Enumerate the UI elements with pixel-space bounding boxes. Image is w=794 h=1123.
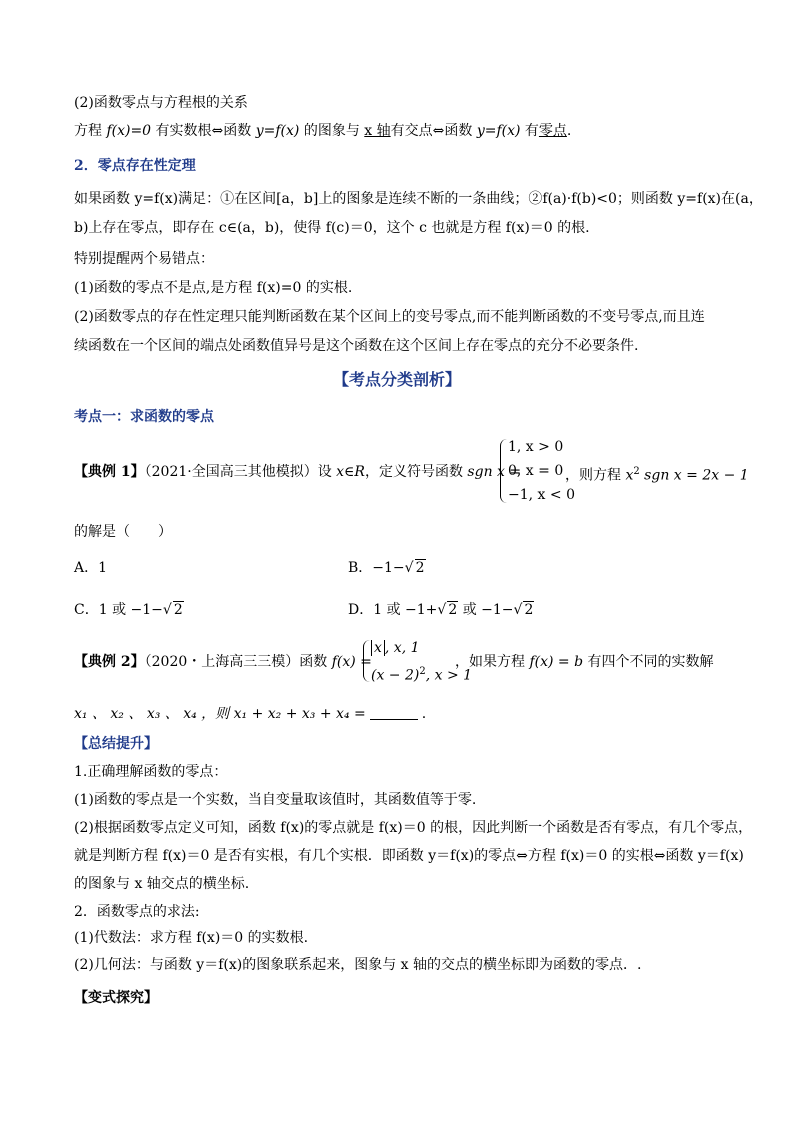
variant-heading: 【变式探究】 — [74, 990, 158, 1006]
math-yfx: y=f(x) — [476, 123, 521, 139]
sqrt-icon: √ — [437, 602, 447, 618]
example-tag: 【典例 2】 — [74, 654, 145, 670]
math-x: x — [625, 467, 634, 484]
text: . — [566, 123, 572, 139]
math-sum: x₁ 、 x₂ 、 x₃ 、 x₄ ，则 x₁ + x₂ + x₃ + x₄ = — [74, 706, 366, 722]
brace — [500, 439, 507, 503]
piece-case: 1, x > 0 — [508, 439, 564, 455]
math-yfx: y=f(x) — [255, 123, 300, 139]
radicand: 2 — [448, 602, 458, 618]
text: 或 −1− — [458, 602, 514, 618]
radicand: 2 — [524, 602, 534, 618]
radicand: 2 — [415, 560, 425, 576]
text: D．1 或 −1+ — [348, 602, 438, 618]
example-2-statement — [74, 652, 372, 672]
option-b — [348, 558, 426, 578]
piece-case — [371, 638, 420, 658]
text: , x > 1 — [425, 667, 473, 684]
option-c — [74, 600, 184, 620]
underlined-x-axis: x 轴 — [364, 123, 391, 139]
text: 有实数根⇔函数 — [151, 123, 256, 139]
text: B．−1− — [348, 560, 405, 576]
option-d — [348, 600, 534, 620]
abs-x: x — [371, 640, 385, 656]
math-eq: f(x) = b — [529, 654, 584, 670]
text: ，如果方程 — [455, 654, 530, 670]
text: ，定义符号函数 — [364, 464, 468, 480]
math-condition: x∈R — [336, 464, 365, 480]
text: , x, 1 — [384, 640, 420, 656]
summary-line: (2)几何法：与函数 y＝f(x)的图象联系起来，图象与 x 轴的交点的横坐标即为函数的零点．. — [74, 957, 642, 973]
piece-case: −1, x < 0 — [508, 487, 575, 503]
example-2-equation — [455, 652, 714, 672]
example-1-equation — [565, 462, 749, 486]
summary-line: 1.正确理解函数的零点： — [74, 764, 228, 780]
example-1-statement — [74, 462, 521, 482]
text: 有交点⇔函数 — [390, 123, 477, 139]
subsection-heading: (2)函数零点与方程根的关系 — [74, 95, 248, 111]
exponent: 2 — [633, 466, 640, 477]
text: . — [421, 706, 427, 722]
math-fx: f(x)=0 — [106, 123, 152, 139]
relation-statement — [74, 121, 571, 141]
math-sgn: sgn x = — [467, 464, 522, 480]
source: （2020・上海高三三模）函数 — [144, 654, 332, 670]
brace — [363, 640, 370, 682]
summary-line: 的图象与 x 轴交点的横坐标. — [74, 876, 250, 892]
reminder-heading: 特别提醒两个易错点： — [74, 251, 214, 267]
summary-line: 就是判断方程 f(x)＝0 是否有实根，有几个实根．即函数 y＝f(x)的零点⇔方程 f(x)＝0 的实根⇔函数 y＝f(x) — [74, 848, 744, 864]
sqrt-icon: √ — [404, 560, 414, 576]
text: C．1 或 −1− — [74, 602, 163, 618]
section-title: 【考点分类剖析】 — [332, 370, 461, 389]
summary-line: (1)代数法：求方程 f(x)＝0 的实数根. — [74, 930, 309, 946]
theorem-line: b)上存在零点，即存在 c∈(a，b)，使得 f(c)＝0，这个 c 也就是方程 f(x)＝0 的根. — [74, 220, 590, 236]
reminder-item: 续函数在一个区间的端点处函数值异号是这个函数在这个区间上存在零点的充分不必要条件. — [74, 338, 639, 354]
math-rhs: sgn x = 2x − 1 — [639, 467, 749, 484]
example-1-tail: 的解是（ ） — [74, 524, 172, 540]
answer-blank[interactable] — [370, 705, 418, 720]
reminder-item: (1)函数的零点不是点,是方程 f(x)=0 的实根. — [74, 280, 353, 296]
summary-heading: 【总结提升】 — [74, 736, 158, 752]
sqrt-icon: √ — [513, 602, 523, 618]
math-fx: f(x) = — [331, 654, 372, 670]
text: 有四个不同的实数解 — [583, 654, 714, 670]
text: 方程 — [74, 123, 107, 139]
summary-line: (2)根据函数零点定义可知，函数 f(x)的零点就是 f(x)＝0 的根，因此判断一个函数是否有零点，有几个零点， — [74, 820, 753, 836]
text: (x − 2) — [371, 667, 420, 684]
text: 有 — [520, 123, 539, 139]
text: 的图象与 — [299, 123, 365, 139]
example-2-question — [74, 704, 426, 724]
theorem-heading: 2．零点存在性定理 — [74, 158, 196, 174]
piece-case: 0, x = 0 — [508, 463, 564, 479]
summary-line: 2．函数零点的求法: — [74, 904, 200, 920]
option-a: A．1 — [74, 560, 108, 576]
sqrt-icon: √ — [162, 602, 172, 618]
example-tag: 【典例 1】 — [74, 464, 145, 480]
theorem-line: 如果函数 y=f(x)满足：①在区间[a，b]上的图象是连续不断的一条曲线；②f(a)·f(b)<0；则函数 y=f(x)在(a， — [74, 191, 763, 207]
knowledge-point-heading: 考点一：求函数的零点 — [74, 409, 214, 425]
exponent: 2 — [419, 666, 426, 677]
underlined-zero: 零点 — [538, 123, 567, 139]
source: （2021·全国高三其他模拟）设 — [144, 464, 337, 480]
piecewise-f — [363, 638, 473, 684]
summary-line: (1)函数的零点是一个实数，当自变量取该值时，其函数值等于零. — [74, 792, 477, 808]
radicand: 2 — [173, 602, 183, 618]
text: ，则方程 — [565, 467, 626, 484]
reminder-item: (2)函数零点的存在性定理只能判断函数在某个区间上的变号零点,而不能判断函数的不变号零点,而且连 — [74, 309, 705, 325]
